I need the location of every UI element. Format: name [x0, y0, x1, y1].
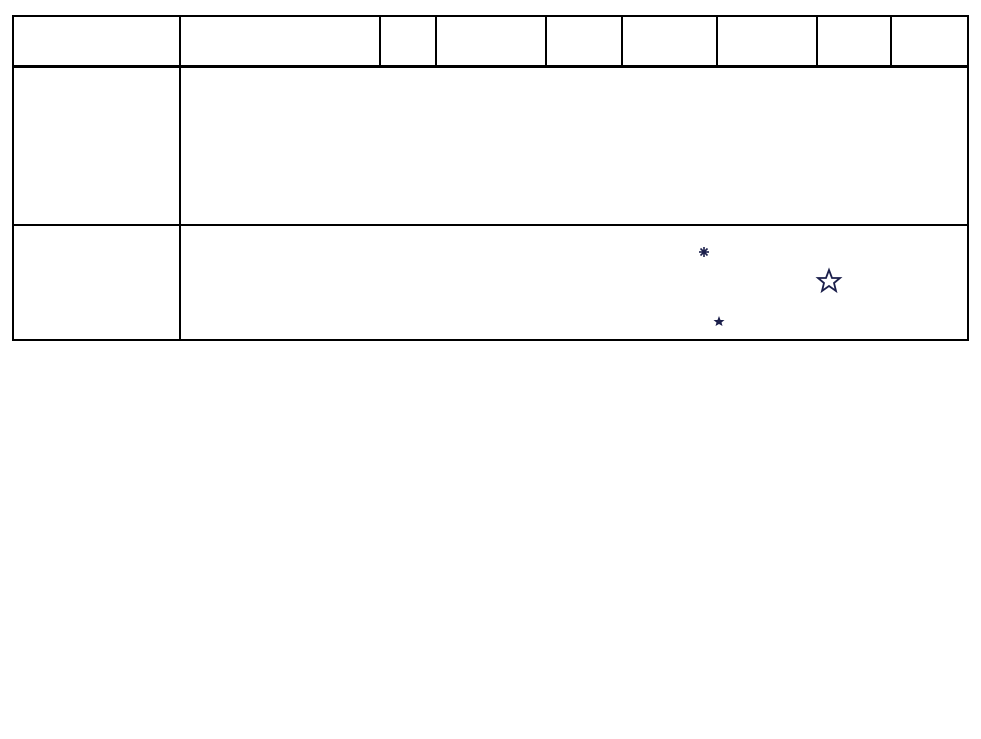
product-origin-label — [15, 181, 179, 223]
wash-care-values — [180, 225, 968, 340]
wash-care-row — [13, 225, 968, 340]
key-selling-value — [182, 103, 967, 141]
product-origin-value — [182, 181, 967, 223]
key-selling-label — [15, 103, 179, 141]
header-style-name — [13, 16, 180, 66]
fabric-label — [15, 69, 179, 103]
header-pants-length — [817, 16, 891, 66]
wash-care-label — [13, 225, 180, 340]
header-half-hip — [717, 16, 817, 66]
info-labels — [13, 67, 180, 225]
size-spec-sheet — [12, 15, 967, 341]
sparkle-icon — [699, 247, 709, 257]
table-header-row — [13, 16, 968, 66]
origin-info-row — [13, 67, 968, 225]
size-chart-table — [12, 15, 969, 67]
info-values — [180, 67, 968, 225]
header-raglan-sleeve — [622, 16, 717, 66]
lola-and-the-boys-logo — [693, 244, 853, 328]
header-picture — [180, 16, 380, 66]
header-waist — [891, 16, 968, 66]
small-star-icon — [714, 316, 725, 326]
material-origin-value — [182, 141, 967, 181]
header-size — [380, 16, 436, 66]
material-origin-label — [15, 141, 179, 181]
product-info-table — [12, 66, 969, 341]
header-half-chest — [546, 16, 622, 66]
fabric-value — [182, 69, 967, 103]
star-icon — [818, 270, 840, 291]
header-length — [436, 16, 546, 66]
